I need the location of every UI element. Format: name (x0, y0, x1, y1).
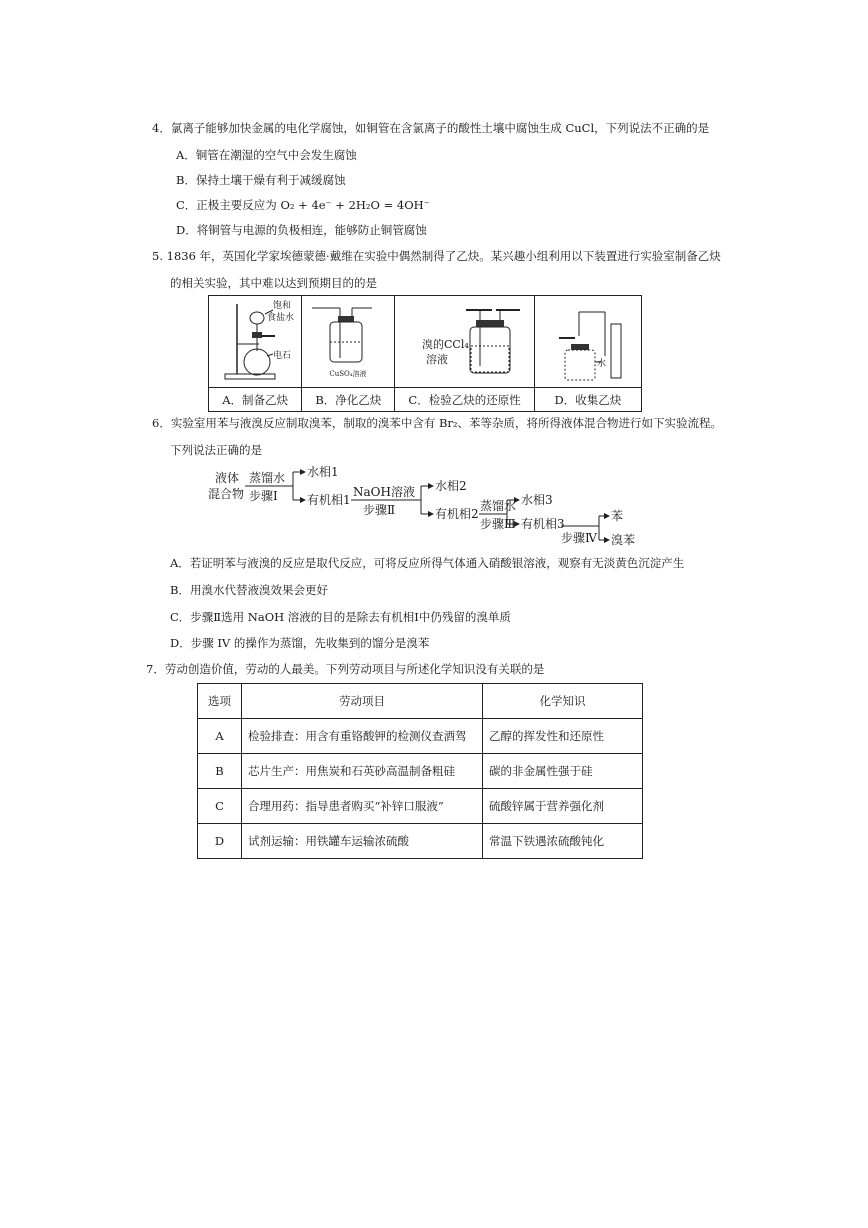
q6-stem-line1: 6．实验室用苯与液溴反应制取溴苯，制取的溴苯中含有 Br₂、苯等杂质，将所得液体混合物进行如下实验流程。 (152, 416, 723, 430)
row-labor: 芯片生产：用焦炭和石英砂高温制备粗硅 (242, 754, 483, 789)
row-knowledge: 硫酸锌属于营养强化剂 (483, 789, 643, 824)
q6-option-a: A．若证明苯与液溴的反应是取代反应，可将反应所得气体通入硝酸银溶液，观察有无淡黄色沉淀产生 (170, 556, 685, 570)
apparatus-d-cell (534, 296, 641, 388)
flow-start-line2: 混合物 (208, 487, 245, 501)
row-knowledge: 乙醇的挥发性和还原性 (483, 719, 643, 754)
step3-reagent: 蒸馏水 (480, 499, 517, 513)
q7-stem: 7．劳动创造价值，劳动的人最美。下列劳动项目与所述化学知识没有关联的是 (146, 662, 545, 676)
header-labor-project: 劳动项目 (242, 684, 483, 719)
row-labor: 合理用药：指导患者购买“补锌口服液” (242, 789, 483, 824)
q4-stem: 4．氯离子能够加快金属的电化学腐蚀，如铜管在含氯离子的酸性土壤中腐蚀生成 CuCl，下列说法不正确的是 (152, 121, 710, 135)
apparatus-b-label: B．净化乙炔 (302, 388, 395, 412)
bromine-bottle-diagram (396, 296, 534, 384)
row-option: C (198, 789, 242, 824)
annotation-brine: 食盐水 (267, 313, 295, 323)
q6-option-b: B．用溴水代替液溴效果会更好 (170, 583, 328, 597)
separation-flowchart (205, 462, 665, 552)
annotation-bromine-ccl4: 溴的CCl₄ (421, 338, 469, 351)
annotation-saturated: 饱和 (273, 301, 292, 311)
wash-bottle-diagram (302, 296, 394, 384)
apparatus-a-cell (209, 296, 302, 388)
bromobenzene-product: 溴苯 (611, 533, 636, 547)
q5-stem-line1: 5. 1836 年，英国化学家埃德蒙德·戴维在实验中偶然制得了乙炔。某兴趣小组利用以下装置进行实验室制备乙炔 (152, 249, 721, 263)
q4-option-d: D．将铜管与电源的负极相连，能够防止铜管腐蚀 (176, 223, 427, 237)
step1-reagent: 蒸馏水 (249, 471, 286, 485)
table-row (198, 824, 643, 859)
annotation-water: 水 (596, 359, 606, 369)
header-option: 选项 (198, 684, 242, 719)
step1-name: 步骤Ⅰ (249, 489, 278, 503)
row-labor: 试剂运输：用铁罐车运输浓硫酸 (242, 824, 483, 859)
collection-diagram (535, 296, 641, 384)
aqueous-phase-2: 水相2 (435, 479, 467, 493)
row-option: A (198, 719, 242, 754)
q6-stem-line2: 下列说法正确的是 (170, 443, 262, 457)
generator-flask-diagram (209, 296, 301, 384)
row-knowledge: 碳的非金属性强于硅 (483, 754, 643, 789)
aqueous-phase-3: 水相3 (521, 493, 553, 507)
table-row (198, 719, 643, 754)
step2-reagent: NaOH溶液 (353, 485, 415, 499)
table-header-row (198, 684, 643, 719)
annotation-cuso4: CuSO₄溶液 (329, 370, 367, 378)
benzene-product: 苯 (611, 509, 624, 523)
apparatus-table (208, 295, 642, 412)
annotation-solution: 溶液 (425, 353, 448, 366)
q6-option-d: D．步骤 IV 的操作为蒸馏，先收集到的馏分是溴苯 (170, 636, 430, 650)
aqueous-phase-1: 水相1 (307, 465, 339, 479)
table-row (198, 789, 643, 824)
row-option: B (198, 754, 242, 789)
row-option: D (198, 824, 242, 859)
apparatus-c-label: C．检验乙炔的还原性 (395, 388, 534, 412)
apparatus-d-label: D．收集乙炔 (534, 388, 641, 412)
step2-name: 步骤Ⅱ (363, 503, 396, 517)
q4-option-c: C．正极主要反应为 O₂ + 4e⁻ + 2H₂O = 4OH⁻ (176, 198, 430, 212)
q4-option-a: A．铜管在潮湿的空气中会发生腐蚀 (176, 148, 357, 162)
organic-phase-3: 有机相3 (521, 517, 565, 531)
step4-name: 步骤Ⅳ (561, 531, 597, 545)
header-chem-knowledge: 化学知识 (483, 684, 643, 719)
q4-option-b: B．保持土壤干燥有利于减缓腐蚀 (176, 173, 346, 187)
labor-knowledge-table (197, 683, 643, 859)
organic-phase-1: 有机相1 (307, 493, 351, 507)
q6-option-c: C．步骤Ⅱ选用 NaOH 溶液的目的是除去有机相Ⅰ中仍残留的溴单质 (170, 610, 511, 624)
table-row (198, 754, 643, 789)
step3-name: 步骤Ⅲ (480, 517, 516, 531)
flow-start-line1: 液体 (215, 471, 240, 485)
apparatus-b-cell (302, 296, 395, 388)
apparatus-a-label: A．制备乙炔 (209, 388, 302, 412)
row-labor: 检验排查：用含有重铬酸钾的检测仪查酒驾 (242, 719, 483, 754)
apparatus-c-cell (395, 296, 534, 388)
q5-stem-line2: 的相关实验，其中难以达到预期目的的是 (170, 276, 377, 290)
organic-phase-2: 有机相2 (435, 507, 479, 521)
row-knowledge: 常温下铁遇浓硫酸钝化 (483, 824, 643, 859)
annotation-calcium-carbide: 电石 (273, 351, 292, 361)
